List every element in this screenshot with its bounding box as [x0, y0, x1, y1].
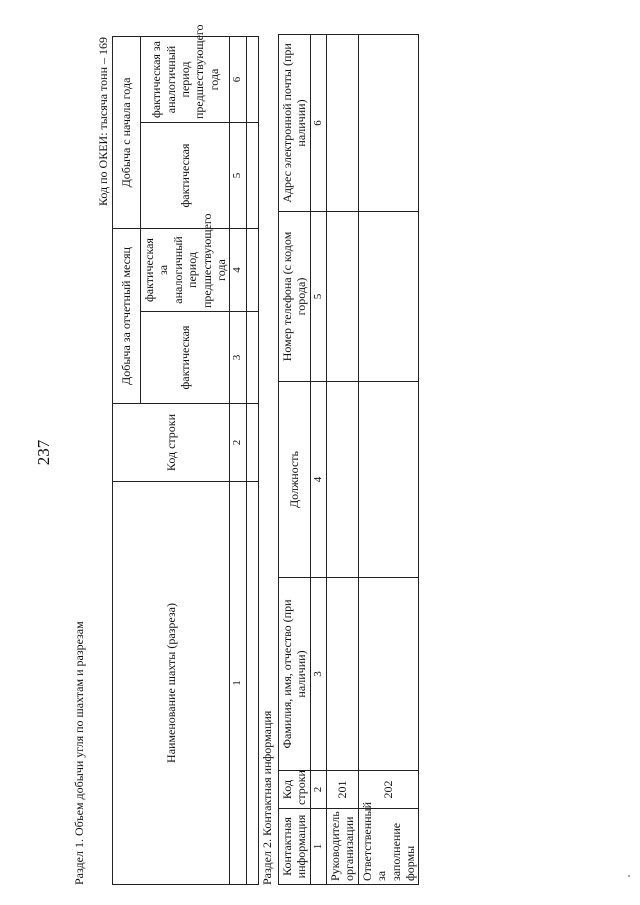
column-number: 6 — [230, 37, 246, 123]
empty-cell — [246, 404, 258, 482]
empty-cell — [246, 123, 258, 229]
header-full-name: Фамилия, имя, отчество (при наличии) — [279, 578, 311, 771]
row-label-head-of-organization: Руководитель организации — [326, 809, 358, 885]
table-row — [326, 35, 358, 885]
header-year-prev-year: фактическая за аналогичный период предшествующего года — [141, 37, 230, 123]
column-number: 3 — [230, 312, 246, 404]
column-number: 1 — [230, 482, 246, 885]
header-year-actual: фактическая — [141, 123, 230, 229]
column-number: 6 — [310, 35, 326, 212]
page-number: 237 — [34, 439, 53, 466]
empty-cell — [358, 578, 419, 771]
empty-cell — [326, 382, 358, 578]
okei-note: Код по ОКЕИ: тысяча тонн – 169 — [96, 37, 110, 207]
column-number: 5 — [310, 212, 326, 382]
production-table — [112, 24, 259, 885]
empty-cell — [246, 37, 258, 123]
column-number: 4 — [230, 229, 246, 312]
contact-table — [278, 34, 419, 885]
column-number: 2 — [310, 771, 326, 809]
column-number: 1 — [310, 809, 326, 885]
header-month-group: Добыча за отчетный месяц — [113, 229, 141, 404]
header-email: Адрес электронной почты (при наличии) — [279, 35, 311, 212]
header-line-code: Код строки — [113, 404, 230, 482]
column-number: 3 — [310, 578, 326, 771]
header-contact-info: Контактная информация — [279, 809, 311, 885]
column-number: 5 — [230, 123, 246, 229]
header-position: Должность — [279, 382, 311, 578]
header-month-actual: фактическая — [141, 312, 230, 404]
column-number-row — [310, 35, 326, 885]
column-number: 4 — [310, 382, 326, 578]
column-number-row — [230, 37, 246, 885]
header-line-code: Код строки — [279, 771, 311, 809]
section2-title: Раздел 2. Контактная информация — [260, 710, 274, 885]
empty-cell — [326, 578, 358, 771]
header-phone: Номер телефона (с кодом города) — [279, 212, 311, 382]
empty-cell — [358, 382, 419, 578]
empty-cell — [246, 482, 258, 885]
column-number: 2 — [230, 404, 246, 482]
row-code: 202 — [358, 771, 419, 809]
empty-cell — [358, 35, 419, 212]
empty-cell — [358, 212, 419, 382]
empty-cell — [246, 229, 258, 312]
empty-cell — [326, 212, 358, 382]
empty-cell — [246, 312, 258, 404]
row-code: 201 — [326, 771, 358, 809]
header-year-group: Добыча с начала года — [113, 37, 141, 229]
section1-title: Раздел 1. Объем добычи угля по шахтам и разрезам — [72, 621, 86, 885]
header-mine-name: Наименование шахты (разреза) — [113, 482, 230, 885]
empty-cell — [326, 35, 358, 212]
row-label-responsible-person: Ответственный за заполнение формы — [358, 809, 419, 885]
header-month-prev-year: фактическая за аналогичный период предшествующего года — [141, 229, 230, 312]
table-row — [246, 37, 258, 885]
scan-speck — [628, 875, 630, 877]
table-row — [358, 35, 419, 885]
